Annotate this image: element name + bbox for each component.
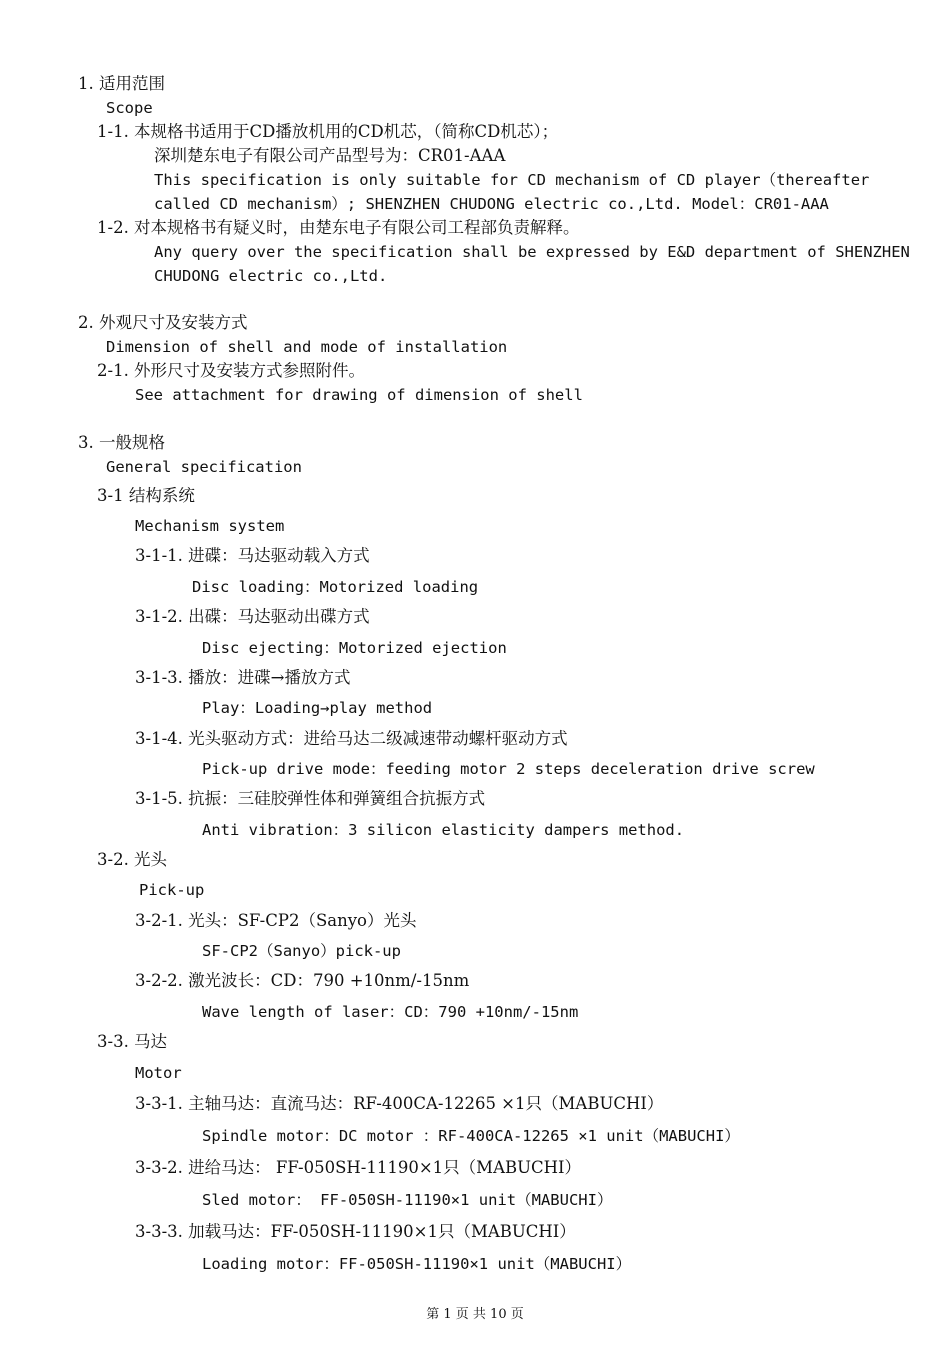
- item-3-3-3-cn: 3-3-3. 加载马达：FF-050SH-11190×1只（MABUCHI）: [135, 1222, 576, 1241]
- item-3-1-5-cn: 3-1-5. 抗振：三硅胶弹性体和弹簧组合抗振方式: [135, 789, 486, 808]
- item-3-1-2-en: Disc ejecting：Motorized ejection: [202, 639, 507, 657]
- section-1-title: 1. 适用范围: [78, 74, 165, 93]
- item-1-1-en-line1: This specification is only suitable for CD mechanism of CD player（thereafter: [154, 171, 870, 189]
- item-3-2-1-cn: 3-2-1. 光头：SF-CP2（Sanyo）光头: [135, 911, 417, 930]
- item-1-1-cn-model: 深圳楚东电子有限公司产品型号为：CR01-AAA: [154, 146, 506, 165]
- section-3-title-en: General specification: [106, 458, 302, 476]
- item-3-3-3-en: Loading motor：FF-050SH-11190×1 unit（MABUCHI）: [202, 1255, 632, 1273]
- item-3-1-1-cn: 3-1-1. 进碟：马达驱动载入方式: [135, 546, 370, 565]
- item-1-1-en-line2: called CD mechanism）; SHENZHEN CHUDONG electric co.,Ltd. Model：CR01-AAA: [154, 195, 829, 213]
- sub-3-2-title: 3-2. 光头: [97, 850, 168, 869]
- section-1-title-en: Scope: [106, 99, 153, 117]
- item-3-1-5-en: Anti vibration：3 silicon elasticity dampers method.: [202, 821, 685, 839]
- item-1-2-en-line2: CHUDONG electric co.,Ltd.: [154, 267, 388, 285]
- item-3-1-4-en: Pick-up drive mode：feeding motor 2 steps deceleration drive screw: [202, 760, 815, 778]
- sub-3-3-title: 3-3. 马达: [97, 1032, 168, 1051]
- item-3-3-1-en: Spindle motor：DC motor ：RF-400CA-12265 ×1 unit（MABUCHI）: [202, 1127, 740, 1145]
- section-2-title-en: Dimension of shell and mode of installation: [106, 338, 508, 356]
- item-3-1-4-cn: 3-1-4. 光头驱动方式：进给马达二级减速带动螺杆驱动方式: [135, 729, 568, 748]
- sub-3-1-title: 3-1 结构系统: [97, 486, 195, 505]
- item-3-2-1-en: SF-CP2（Sanyo）pick-up: [202, 942, 401, 960]
- sub-3-3-title-en: Motor: [135, 1064, 182, 1082]
- sub-3-1-title-en: Mechanism system: [135, 517, 285, 535]
- item-3-3-2-cn: 3-3-2. 进给马达： FF-050SH-11190×1只（MABUCHI）: [135, 1158, 582, 1177]
- section-2-title: 2. 外观尺寸及安装方式: [78, 313, 248, 332]
- item-3-1-3-en: Play：Loading→play method: [202, 699, 433, 717]
- item-3-3-1-cn: 3-3-1. 主轴马达：直流马达：RF-400CA-12265 ×1只（MABUCHI）: [135, 1094, 664, 1113]
- item-3-2-2-en: Wave length of laser：CD：790 +10nm/-15nm: [202, 1003, 579, 1021]
- item-3-1-2-cn: 3-1-2. 出碟：马达驱动出碟方式: [135, 607, 370, 626]
- item-2-1-en: See attachment for drawing of dimension of shell: [135, 386, 583, 404]
- item-1-2-en-line1: Any query over the specification shall be expressed by E&D department of SHENZHEN: [154, 243, 910, 261]
- page-footer: 第 1 页 共 10 页: [426, 1307, 524, 1322]
- sub-3-2-title-en: Pick-up: [139, 881, 205, 899]
- item-1-1-cn: 1-1. 本规格书适用于CD播放机用的CD机芯，（简称CD机芯）；: [97, 122, 559, 141]
- item-3-1-1-en: Disc loading：Motorized loading: [192, 578, 479, 596]
- item-3-2-2-cn: 3-2-2. 激光波长：CD：790 +10nm/-15nm: [135, 971, 470, 990]
- item-1-2-cn: 1-2. 对本规格书有疑义时，由楚东电子有限公司工程部负责解释。: [97, 218, 580, 237]
- item-3-3-2-en: Sled motor： FF-050SH-11190×1 unit（MABUCHI）: [202, 1191, 613, 1209]
- item-2-1-cn: 2-1. 外形尺寸及安装方式参照附件。: [97, 361, 366, 380]
- section-3-title: 3. 一般规格: [78, 433, 165, 452]
- item-3-1-3-cn: 3-1-3. 播放：进碟→播放方式: [135, 668, 351, 687]
